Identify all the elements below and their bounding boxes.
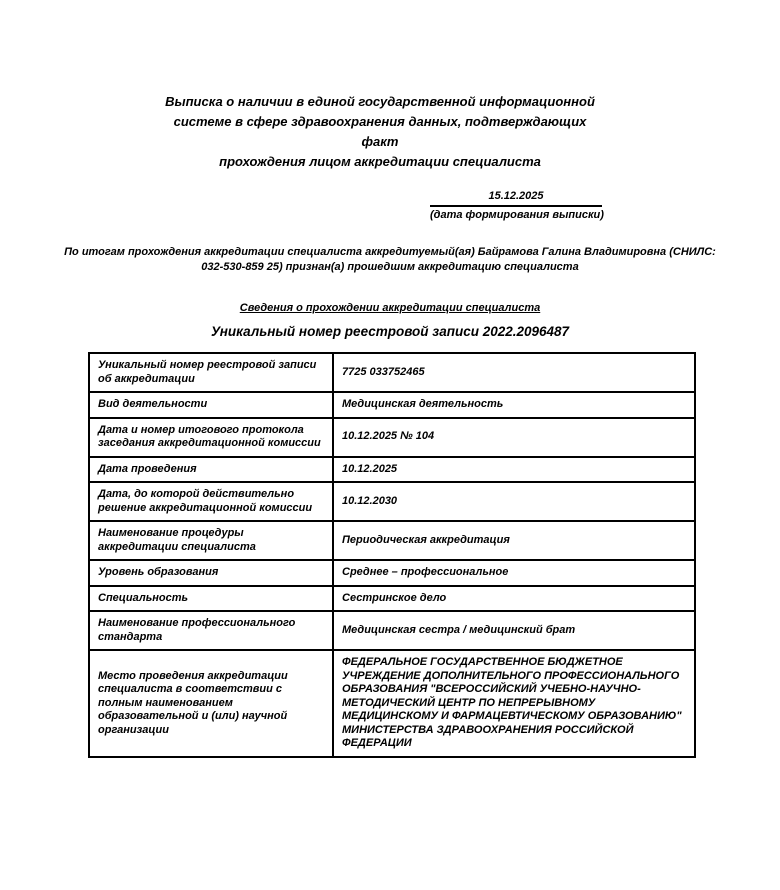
table-row-education-level: [89, 560, 695, 586]
document-title-line-2: системе в сфере здравоохранения данных, подтверждающих факт: [173, 114, 587, 149]
section-heading: Сведения о прохождении аккредитации специалиста: [239, 302, 541, 314]
row-label: Наименование процедуры аккредитации специалиста: [89, 521, 333, 560]
row-value: Среднее – профессиональное: [333, 560, 695, 586]
row-value: Медицинская сестра / медицинский брат: [333, 611, 695, 650]
row-value: 10.12.2030: [333, 482, 695, 521]
table-row-procedure-name: [89, 521, 695, 560]
row-label: Уровень образования: [89, 560, 333, 586]
row-label: Дата, до которой действительно решение аккредитационной комиссии: [89, 482, 333, 521]
row-value: 10.12.2025: [333, 457, 695, 483]
intro-paragraph: [45, 245, 735, 275]
row-label: Специальность: [89, 586, 333, 612]
table-row-activity-type: [89, 392, 695, 418]
row-label: Уникальный номер реестровой записи об аккредитации: [89, 353, 333, 392]
intro-line-2: 032-530-859 25) признан(а) прошедшим аккредитацию специалиста: [201, 261, 579, 273]
row-value: Периодическая аккредитация: [333, 521, 695, 560]
row-value: 10.12.2025 № 104: [333, 418, 695, 457]
row-value: Сестринское дело: [333, 586, 695, 612]
accreditation-table: [88, 352, 696, 758]
registry-number-heading: Уникальный номер реестровой записи 2022.2096487: [210, 324, 570, 339]
document-title: [165, 92, 595, 172]
table-row-protocol: [89, 418, 695, 457]
row-label: Место проведения аккредитации специалиста в соответствии с полным наименованием образовательной и (или) научной организации: [89, 650, 333, 757]
row-value: Медицинская деятельность: [333, 392, 695, 418]
row-label: Дата и номер итогового протокола заседания аккредитационной комиссии: [89, 418, 333, 457]
row-label: Наименование профессионального стандарта: [89, 611, 333, 650]
extract-date-value: 15.12.2025: [488, 190, 544, 202]
intro-line-1: По итогам прохождения аккредитации специалиста аккредитуемый(ая) Байрамова Галина Владимировна (СНИЛС:: [64, 246, 716, 258]
row-value: ФЕДЕРАЛЬНОЕ ГОСУДАРСТВЕННОЕ БЮДЖЕТНОЕ УЧРЕЖДЕНИЕ ДОПОЛНИТЕЛЬНОГО ПРОФЕССИОНАЛЬНОГО ОБРАЗОВАНИЯ "ВСЕРОССИЙСКИЙ УЧЕБНО-НАУЧНО-МЕТОДИЧЕСКИЙ ЦЕНТР ПО НЕПРЕРЫВНОМУ МЕДИЦИНСКОМУ И ФАРМАЦЕВТИЧЕСКОМУ ОБРАЗОВАНИЮ" МИНИСТЕРСТВА ЗДРАВООХРАНЕНИЯ РОССИЙСКОЙ ФЕДЕРАЦИИ: [333, 650, 695, 757]
document-title-line-3: прохождения лицом аккредитации специалиста: [219, 154, 541, 169]
row-value: 7725 033752465: [333, 353, 695, 392]
table-row-valid-until: [89, 482, 695, 521]
table-row-specialty: [89, 586, 695, 612]
table-row-accreditation-place: [89, 650, 695, 757]
row-label: Дата проведения: [89, 457, 333, 483]
document-title-line-1: Выписка о наличии в единой государственной информационной: [165, 94, 595, 109]
extract-date-caption: (дата формирования выписки): [430, 205, 602, 221]
table-row-professional-standard: [89, 611, 695, 650]
row-label: Вид деятельности: [89, 392, 333, 418]
accreditation-table-body: [89, 353, 695, 757]
table-row-date-held: [89, 457, 695, 483]
table-row-registry-number: [89, 353, 695, 392]
extract-date-block: [430, 190, 602, 221]
